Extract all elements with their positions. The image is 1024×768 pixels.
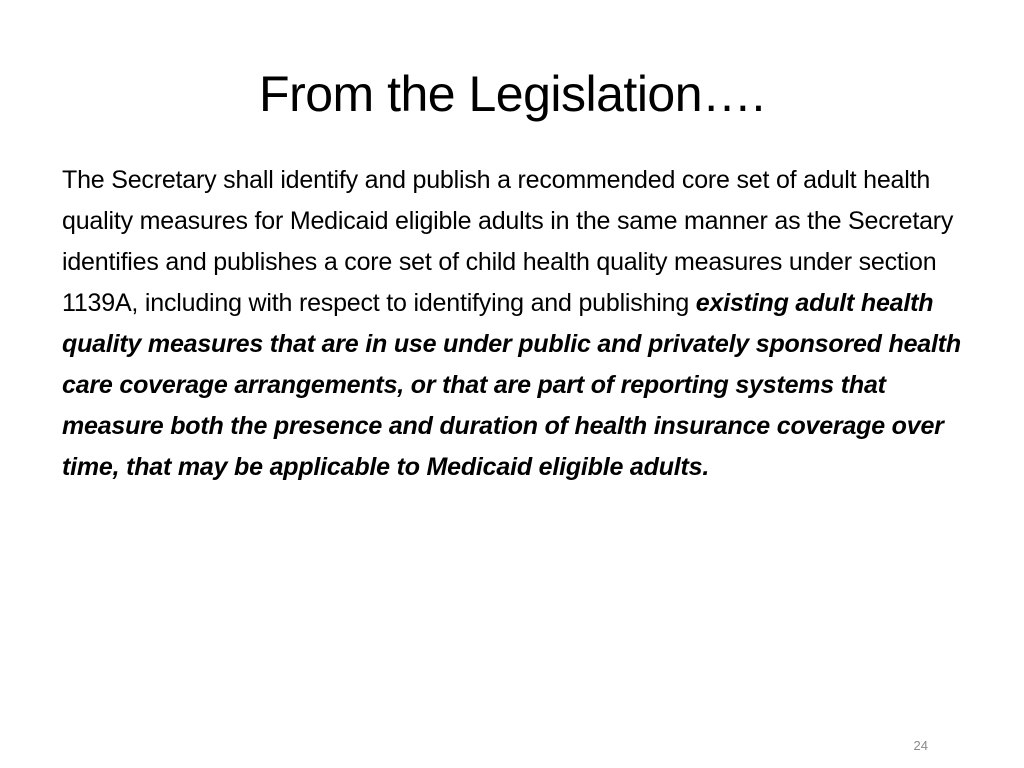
body-emphasized-text: existing adult health quality measures that are in use under public and privately sponsored health care coverage arrangements, or that are part of reporting systems that measure both the presence and duration of health insurance coverage over time, that may be applicable to Medicaid eligible adults. — [62, 289, 961, 481]
slide-body-text — [62, 160, 972, 488]
slide-title: From the Legislation…. — [259, 66, 765, 122]
body-plain-text: The Secretary shall identify and publish a recommended core set of adult health quality measures for Medicaid eligible adults in the same manner as the Secretary identifies and publishes a core set of child health quality measures under section 1139A, including with respect to identifying and publishing — [62, 166, 954, 317]
slide-number: 24 — [913, 738, 928, 753]
